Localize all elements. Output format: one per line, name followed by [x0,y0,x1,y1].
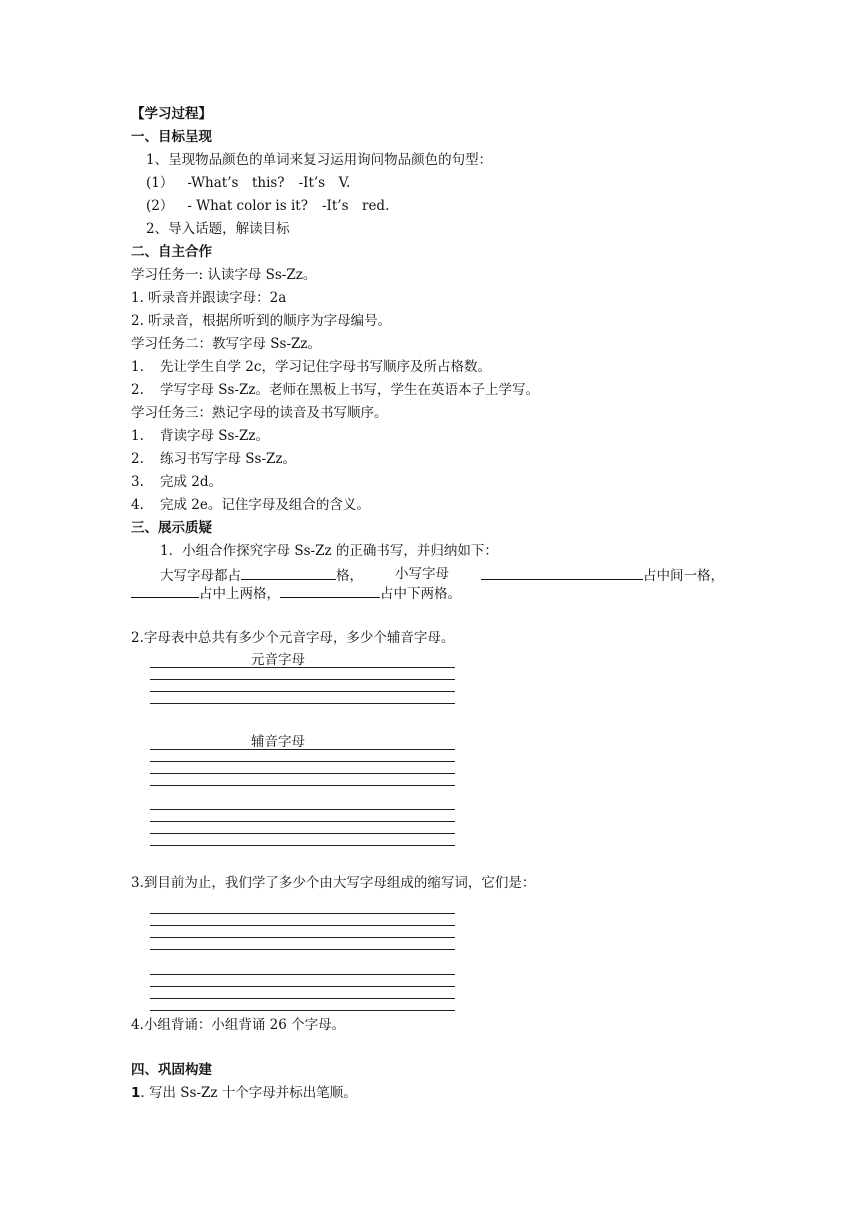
section4-title: 四、巩固构建 [131,1062,212,1078]
task2-item2-num: 2. [131,382,144,398]
writing-line[interactable] [150,703,455,704]
task2-item2: 学写字母 Ss-Zz。老师在黑板上书写，学生在英语本子上学写。 [160,382,540,398]
writing-line[interactable] [150,913,455,914]
sentence-2-question: - What color is it? [187,198,308,214]
task3-item2-num: 2. [131,451,144,467]
question-4: 4.小组背诵：小组背诵 26 个字母。 [131,1017,346,1033]
task1-item1: 1. 听录音并跟读字母：2a [131,290,287,306]
writing-line[interactable] [150,925,455,926]
writing-line[interactable] [150,691,455,692]
blank-uppercase-cells[interactable] [241,565,336,580]
vowel-label: 元音字母 [251,652,305,668]
blank-lower-middle[interactable] [280,583,380,598]
writing-line[interactable] [150,821,455,822]
section3-title: 三、展示质疑 [131,520,212,536]
section1-title: 一、目标呈现 [131,129,212,145]
writing-line[interactable] [150,679,455,680]
sentence-1-question: -What’s this? [187,175,285,191]
writing-line[interactable] [150,937,455,938]
writing-line[interactable] [150,986,455,987]
question-2: 2.字母表中总共有多少个元音字母，多少个辅音字母。 [131,630,455,646]
writing-line[interactable] [150,974,455,975]
writing-line[interactable] [150,749,455,750]
task2-item1: 先让学生自学 2c，学习记住字母书写顺序及所占格数。 [160,359,491,375]
writing-line[interactable] [150,998,455,999]
section1-item1: 1、呈现物品颜色的单词来复习运用询问物品颜色的句型： [146,152,493,168]
task2-item1-num: 1. [131,359,144,375]
task2-heading: 学习任务二：教写字母 Ss-Zz。 [131,336,322,352]
task3-item4-num: 4. [131,497,144,513]
task1-heading: 学习任务一: 认读字母 Ss-Zz。 [131,267,317,283]
blank-lowercase-middle[interactable] [481,565,643,580]
lowercase-label: 小写字母 [395,566,449,582]
writing-line[interactable] [150,761,455,762]
sentence-1 [146,174,350,192]
question-1: 1．小组合作探究字母 Ss-Zz 的正确书写，并归纳如下： [160,543,498,559]
fill-in-row-1 [160,565,724,585]
sentence-2-answer: -It’s red. [321,198,390,214]
sentence-1-answer: -It’s V. [298,175,351,191]
writing-line[interactable] [150,845,455,846]
writing-line[interactable] [150,773,455,774]
section2-title: 二、自主合作 [131,244,212,260]
section1-item2: 2、导入话题，解读目标 [146,221,290,237]
writing-line[interactable] [150,1010,455,1011]
writing-line[interactable] [150,833,455,834]
task3-heading: 学习任务三：熟记字母的读音及书写顺序。 [131,405,388,421]
sentence-1-num: (1） [146,175,174,191]
task3-item2: 练习书写字母 Ss-Zz。 [160,451,297,467]
writing-line[interactable] [150,949,455,950]
task3-item3-num: 3. [131,474,144,490]
learning-process-heading: 【学习过程】 [131,106,212,122]
sentence-2 [146,197,389,215]
blank-upper-middle[interactable] [131,583,199,598]
sentence-2-num: (2） [146,198,174,214]
task3-item3: 完成 2d。 [160,474,223,490]
consonant-label: 辅音字母 [251,734,305,750]
writing-line[interactable] [150,667,455,668]
fill-in-row-1-text: 大写字母都占 格， [160,565,363,585]
task3-item4: 完成 2e。记住字母及组合的含义。 [160,497,370,513]
writing-line[interactable] [150,809,455,810]
question-3: 3.到目前为止，我们学了多少个由大写字母组成的缩写词，它们是： [131,875,536,891]
section4-item1: 1. 写出 Ss-Zz 十个字母并标出笔顺。 [131,1085,357,1101]
task1-item2: 2. 听录音，根据所听到的顺序为字母编号。 [131,313,392,329]
task3-item1: 背读字母 Ss-Zz。 [160,428,270,444]
fill-in-row-2: 占中上两格， 占中下两格。 [131,583,461,603]
task3-item1-num: 1. [131,428,144,444]
fill-in-row-1-end: 占中间一格， [481,565,724,585]
writing-line[interactable] [150,785,455,786]
